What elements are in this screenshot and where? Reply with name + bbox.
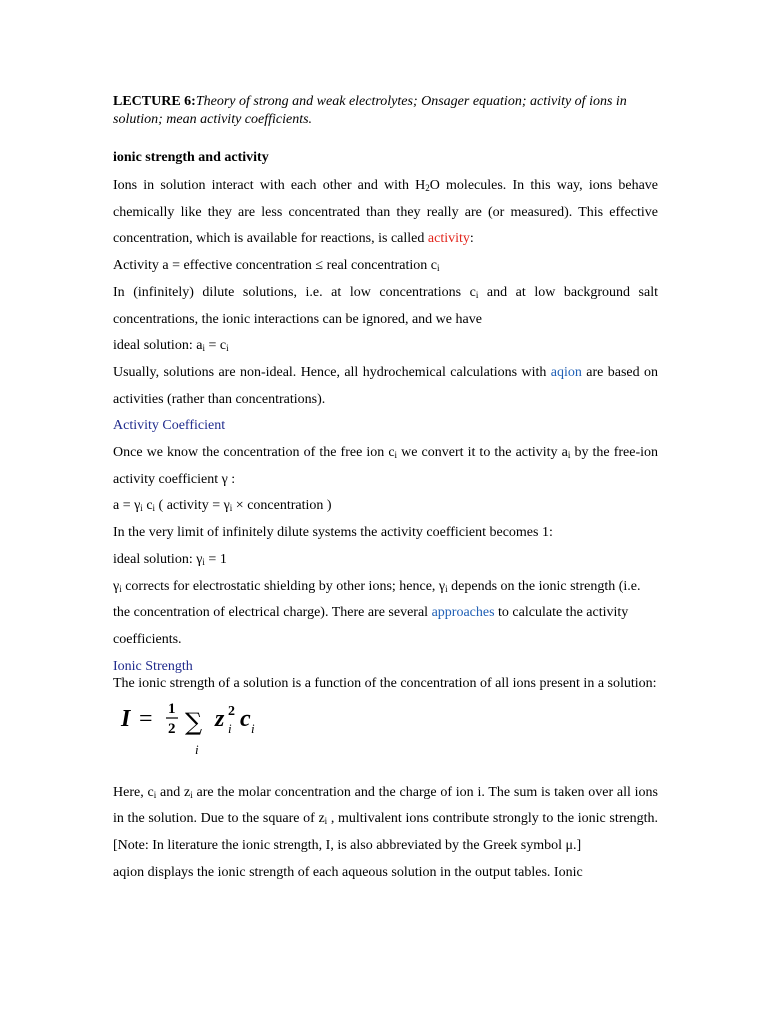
subscript: i bbox=[190, 789, 193, 800]
formula-c-subscript: i bbox=[251, 720, 255, 736]
subscript: i bbox=[567, 450, 571, 461]
text-run: × concentration ) bbox=[232, 498, 332, 514]
approaches-link[interactable]: approaches bbox=[431, 605, 495, 621]
section-heading-ionic-strength-activity: ionic strength and activity bbox=[113, 150, 269, 165]
formula-numerator: 1 bbox=[168, 700, 176, 717]
text-run: are the molar concentration and the charge of ion i. The sum is taken over all ions in the solution. Due to the square of z bbox=[113, 784, 658, 827]
paragraph-here-ci-zi bbox=[113, 780, 658, 860]
text-run: c bbox=[142, 498, 153, 514]
subscript: i bbox=[153, 789, 157, 800]
subscript: i bbox=[140, 503, 143, 514]
paragraph-ideal-solution-ai bbox=[113, 333, 658, 360]
text-run: and at low background salt concentrations, the ionic interactions can be ignored, and we have bbox=[113, 284, 658, 327]
text-run: In (infinitely) dilute solutions, i.e. at low concentrations c bbox=[113, 284, 476, 300]
text-run: γ bbox=[113, 578, 120, 594]
formula-z: z bbox=[215, 705, 225, 732]
subscript: i bbox=[475, 289, 479, 300]
subscript: i bbox=[119, 583, 122, 594]
subscript: i bbox=[229, 503, 233, 514]
paragraph-aqion-displays: aqion displays the ionic strength of each aqueous solution in the output tables. Ionic bbox=[113, 864, 583, 880]
text-run: by the free-ion activity coefficient γ : bbox=[113, 445, 658, 487]
paragraph-activity-definition bbox=[113, 253, 658, 280]
text-run: Once we know the concentration of the free ion c bbox=[113, 445, 395, 461]
formula-equals: = bbox=[139, 705, 153, 732]
paragraph-free-ion bbox=[113, 440, 658, 493]
formula-sum: ∑ bbox=[185, 707, 203, 736]
aqion-link[interactable]: aqion bbox=[550, 364, 582, 380]
text-run: depends on the ionic strength (i.e. the concentration of electrical charge). There are several bbox=[113, 578, 641, 621]
text-run: Usually, solutions are non-ideal. Hence, all hydrochemical calculations with bbox=[113, 364, 551, 380]
subscript: i bbox=[324, 816, 328, 827]
text-run: Activity a = effective concentration ≤ real concentration c bbox=[113, 258, 437, 274]
subscript: i bbox=[152, 503, 156, 514]
lecture-subtitle: Theory of strong and weak electrolytes; Onsager equation; activity of ions in solution; mean activity coefficients. bbox=[113, 94, 627, 127]
paragraph-ideal-solution-gamma bbox=[113, 547, 658, 574]
text-run: ( activity = γ bbox=[155, 498, 230, 514]
text-run: ideal solution: γ bbox=[113, 551, 203, 567]
text-run: = c bbox=[204, 338, 227, 354]
lecture-title bbox=[113, 93, 658, 129]
paragraph-activity-equation bbox=[113, 493, 658, 520]
subscript: i bbox=[445, 583, 448, 594]
lecture-label: LECTURE 6: bbox=[113, 94, 196, 109]
subscript: 2 bbox=[425, 183, 430, 193]
text-run: corrects for electrostatic shielding by other ions; hence, γ bbox=[121, 578, 446, 594]
text-run: are based on activities (rather than concentrations). bbox=[113, 364, 658, 407]
paragraph-non-ideal bbox=[113, 360, 658, 413]
subscript: i bbox=[226, 343, 229, 354]
formula-denominator: 2 bbox=[168, 720, 176, 737]
text-run: Here, c bbox=[113, 784, 154, 800]
ionic-strength-formula bbox=[117, 698, 287, 760]
text-run: to calculate the activity coefficients. bbox=[113, 605, 629, 647]
text-run: : bbox=[469, 231, 474, 247]
text-run: , multivalent ions contribute strongly to the ionic strength. [Note: In literature the ionic strength, I, is also abbreviated by the Greek symbol μ.] bbox=[113, 811, 659, 854]
formula-z-subscript: i bbox=[228, 720, 232, 736]
paragraph-ionic-strength-intro: The ionic strength of a solution is a function of the concentration of all ions present in a solution: bbox=[113, 675, 657, 691]
subscript: i bbox=[394, 450, 398, 461]
paragraph-gamma-corrects bbox=[113, 574, 658, 654]
subscript: i bbox=[202, 556, 205, 567]
activity-link[interactable]: activity bbox=[427, 231, 470, 247]
text-run: ideal solution: a bbox=[113, 338, 203, 354]
section-heading-ionic-strength: Ionic Strength bbox=[113, 658, 193, 674]
formula-lhs: I bbox=[121, 705, 131, 732]
subscript: i bbox=[202, 343, 205, 354]
formula-z-superscript: 2 bbox=[228, 703, 235, 719]
paragraph-dilute-solutions bbox=[113, 280, 658, 333]
text-run: Ions in solution interact with each other and with H bbox=[113, 178, 426, 193]
section-heading-activity-coefficient: Activity Coefficient bbox=[113, 418, 226, 434]
paragraph-ions-interact bbox=[113, 173, 658, 253]
subscript: i bbox=[436, 263, 440, 274]
document-content bbox=[113, 93, 658, 886]
formula-sum-index: i bbox=[195, 741, 199, 757]
text-run: O molecules. In this way, ions behave chemically like they are less concentrated than they really are (or measured). This effective concentration, which is available for reactions, is called bbox=[113, 178, 658, 247]
text-run: we convert it to the activity a bbox=[397, 445, 568, 461]
text-run: and z bbox=[156, 784, 191, 800]
text-run: a = γ bbox=[113, 498, 141, 514]
formula-c: c bbox=[240, 705, 251, 732]
text-run: = 1 bbox=[204, 551, 227, 567]
paragraph-infinite-dilution: In the very limit of infinitely dilute systems the activity coefficient becomes 1: bbox=[113, 525, 553, 541]
